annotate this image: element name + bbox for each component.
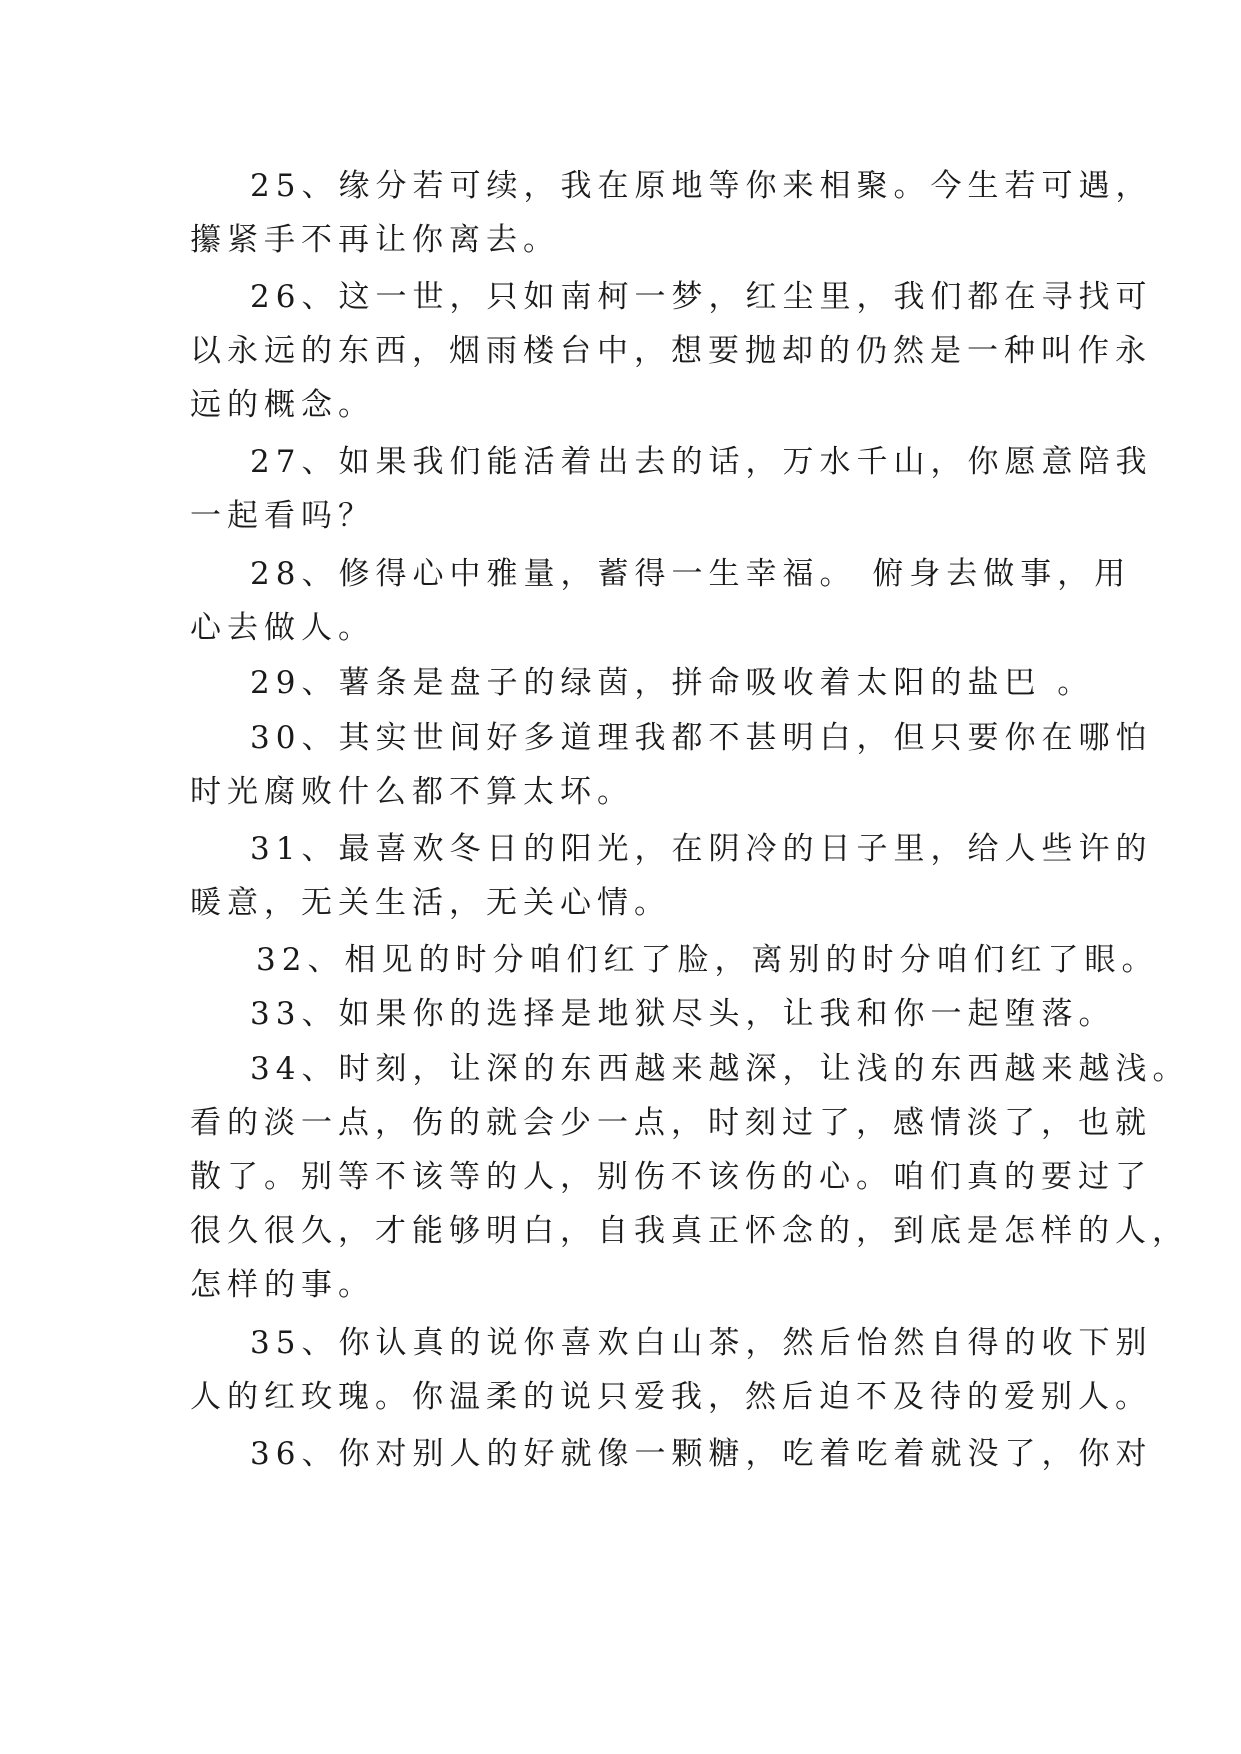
paragraph-line: 心去做人。 [190, 610, 375, 646]
paragraph-line: 27、如果我们能活着出去的话，万水千山，你愿意陪我 [250, 444, 1153, 480]
paragraph-line: 25、缘分若可续，我在原地等你来相聚。今生若可遇， [250, 168, 1153, 204]
paragraph-line: 远的概念。 [190, 387, 375, 423]
paragraph-line: 32、相见的时分咱们红了脸，离别的时分咱们红了眼。 [256, 942, 1159, 978]
paragraph-line: 34、时刻，让深的东西越来越深，让浅的东西越来越浅。 [250, 1051, 1190, 1087]
paragraph-line: 散了。别等不该等的人，别伤不该伤的心。咱们真的要过了 [190, 1159, 1152, 1195]
paragraph-line: 30、其实世间好多道理我都不甚明白，但只要你在哪怕 [250, 720, 1153, 756]
paragraph-line: 35、你认真的说你喜欢白山茶，然后怡然自得的收下别 [250, 1325, 1153, 1361]
paragraph-line: 攥紧手不再让你离去。 [190, 222, 560, 258]
paragraph-line: 时光腐败什么都不算太坏。 [190, 774, 634, 810]
paragraph-line: 人的红玫瑰。你温柔的说只爱我，然后迫不及待的爱别人。 [190, 1379, 1152, 1415]
paragraph-line: 31、最喜欢冬日的阳光，在阴冷的日子里，给人些许的 [250, 831, 1153, 867]
paragraph-line: 看的淡一点，伤的就会少一点，时刻过了，感情淡了，也就 [190, 1105, 1152, 1141]
paragraph-line: 36、你对别人的好就像一颗糖，吃着吃着就没了，你对 [250, 1436, 1153, 1472]
paragraph-line: 29、薯条是盘子的绿茵，拼命吸收着太阳的盐巴 。 [250, 665, 1095, 701]
paragraph-line: 暖意，无关生活，无关心情。 [190, 885, 671, 921]
paragraph-line: 26、这一世，只如南柯一梦，红尘里，我们都在寻找可 [250, 279, 1153, 315]
paragraph-line: 33、如果你的选择是地狱尽头，让我和你一起堕落。 [250, 996, 1116, 1032]
paragraph-line: 以永远的东西，烟雨楼台中，想要抛却的仍然是一种叫作永 [190, 333, 1152, 369]
paragraph-line: 一起看吗？ [190, 498, 375, 534]
paragraph-line: 怎样的事。 [190, 1267, 375, 1303]
paragraph-line: 很久很久，才能够明白，自我真正怀念的，到底是怎样的人， [190, 1213, 1189, 1249]
paragraph-line: 28、修得心中雅量，蓄得一生幸福。 俯身去做事，用 [250, 556, 1132, 592]
